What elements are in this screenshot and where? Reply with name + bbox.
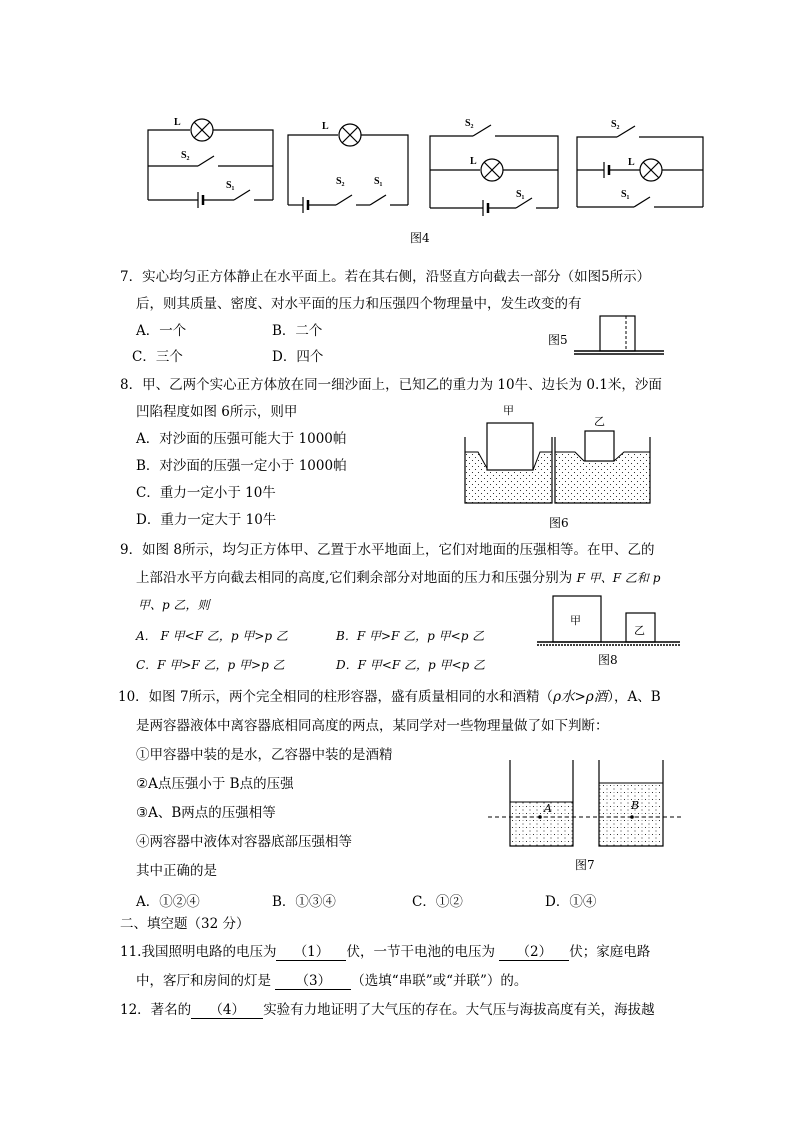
q10-statement-3: ③A、B两点的压强相等 — [136, 805, 276, 821]
q10-statement-4: ④两容器中液体对容器底部压强相等 — [136, 834, 352, 850]
q9-option-d: D．F 甲<F 乙，p 甲<p 乙 — [336, 658, 486, 672]
c4-lamp-label: L — [628, 157, 635, 168]
figure-6-label-yi: 乙 — [594, 415, 605, 428]
q9-line3: 甲、p 乙，则 — [138, 598, 210, 612]
q8-option-d: D．重力一定大于 10牛 — [136, 512, 277, 528]
q10-statement-1: ①甲容器中装的是水，乙容器中装的是酒精 — [136, 747, 393, 763]
q11-part3: 伏；家庭电路 — [569, 944, 651, 960]
q10-line1-tail: ），A、B — [607, 689, 661, 705]
q9-option-c: C．F 甲>F 乙，p 甲>p 乙 — [136, 658, 285, 672]
figure-6-label-jia: 甲 — [503, 404, 514, 417]
q7-option-c: C．三个 — [132, 349, 183, 365]
q11-blank-2[interactable]: （2） — [499, 940, 569, 961]
figure-7-caption: 图7 — [575, 858, 595, 872]
q12-part2: 实验有力地证明了大气压的存在。大气压与海拔高度有关，海拔越 — [263, 1002, 655, 1018]
q11-blank-3[interactable]: （3） — [275, 969, 351, 990]
q7-option-a: A．一个 — [136, 323, 187, 339]
section-2-title: 二、填空题（32 分） — [120, 916, 250, 932]
q10-line1-text: 10．如图 7所示，两个完全相同的柱形容器，盛有质量相同的水和酒精（ — [118, 689, 554, 705]
figure-7-label-a: A — [544, 802, 552, 815]
q11-line2 — [136, 969, 527, 990]
q12-line1 — [120, 998, 655, 1019]
figure-7-label-b: B — [631, 799, 640, 812]
q8-line2: 凹陷程度如图 6所示，则甲 — [136, 404, 298, 420]
q10-option-c: C．①② — [412, 894, 463, 910]
q10-density-formula: ρ水>ρ酒 — [553, 689, 608, 705]
q10-option-a: A．①②④ — [136, 894, 200, 910]
q10-option-d: D．①④ — [545, 894, 597, 910]
q7-option-d: D．四个 — [272, 349, 324, 365]
q11-line1 — [120, 940, 650, 961]
figure-5-caption: 图5 — [548, 333, 568, 347]
q11-part2: 伏，一节干电池的电压为 — [346, 944, 495, 960]
figure-8-label-jia: 甲 — [570, 614, 581, 627]
c2-s2-label: S₂ — [336, 176, 345, 187]
q10-question: 其中正确的是 — [136, 863, 217, 879]
c2-s1-label: S₁ — [374, 176, 383, 187]
q12-part1: 12．著名的 — [120, 1002, 192, 1018]
q11-part1: 11.我国照明电路的电压为 — [120, 944, 277, 960]
q8-option-a: A．对沙面的压强可能大于 1000帕 — [136, 431, 347, 447]
q9-line1: 9．如图 8所示，均匀正方体甲、乙置于水平地面上，它们对地面的压强相等。在甲、乙的 — [120, 542, 655, 558]
q7-option-b: B．二个 — [272, 323, 323, 339]
c3-s2-label: S₂ — [465, 118, 474, 129]
figure-4-caption: 图4 — [410, 231, 430, 245]
q12-blank-4[interactable]: （4） — [191, 998, 263, 1019]
q9-option-b: B．F 甲>F 乙，p 甲<p 乙 — [336, 629, 485, 643]
q10-statement-2: ②A点压强小于 B点的压强 — [136, 776, 294, 792]
c1-s1-label: S₁ — [226, 180, 235, 191]
q11-blank-1[interactable]: （1） — [276, 940, 346, 961]
c4-s1-label: S₁ — [621, 189, 630, 200]
figure-8-label-yi: 乙 — [634, 624, 645, 637]
c1-lamp-label: L — [174, 117, 181, 128]
q7-line1: 7．实心均匀正方体静止在水平面上。若在其右侧，沿竖直方向截去一部分（如图5所示） — [120, 269, 651, 285]
q10-option-b: B．①③④ — [272, 894, 336, 910]
q9-line2-text: 上部沿水平方向截去相同的高度,它们剩余部分对地面的压力和压强分别为 — [136, 570, 573, 586]
figure-6-caption: 图6 — [549, 516, 569, 530]
q8-option-b: B．对沙面的压强一定小于 1000帕 — [136, 458, 347, 474]
q8-option-c: C．重力一定小于 10牛 — [136, 485, 276, 501]
q10-line2: 是两容器液体中离容器底相同高度的两点，某同学对一些物理量做了如下判断： — [136, 718, 609, 734]
c2-lamp-label: L — [322, 121, 329, 132]
q7-line2: 后，则其质量、密度、对水平面的压力和压强四个物理量中，发生改变的有 — [136, 296, 582, 312]
figure-8-caption: 图8 — [598, 653, 618, 667]
q9-line2-formula: F 甲、F 乙和 p — [576, 571, 661, 585]
c3-lamp-label: L — [470, 156, 477, 167]
q9-option-a: A． F 甲<F 乙，p 甲>p 乙 — [136, 629, 288, 643]
q11-part4: 中，客厅和房间的灯是 — [136, 973, 271, 989]
c1-s2-label: S₂ — [181, 150, 190, 161]
q8-line1: 8．甲、乙两个实心正方体放在同一细沙面上，已知乙的重力为 10牛、边长为 0.1米，沙面 — [120, 377, 662, 393]
q11-part5: （选填“串联”或“并联”）的。 — [351, 973, 528, 989]
c3-s1-label: S₁ — [516, 189, 525, 200]
c4-s2-label: S₂ — [611, 119, 620, 130]
